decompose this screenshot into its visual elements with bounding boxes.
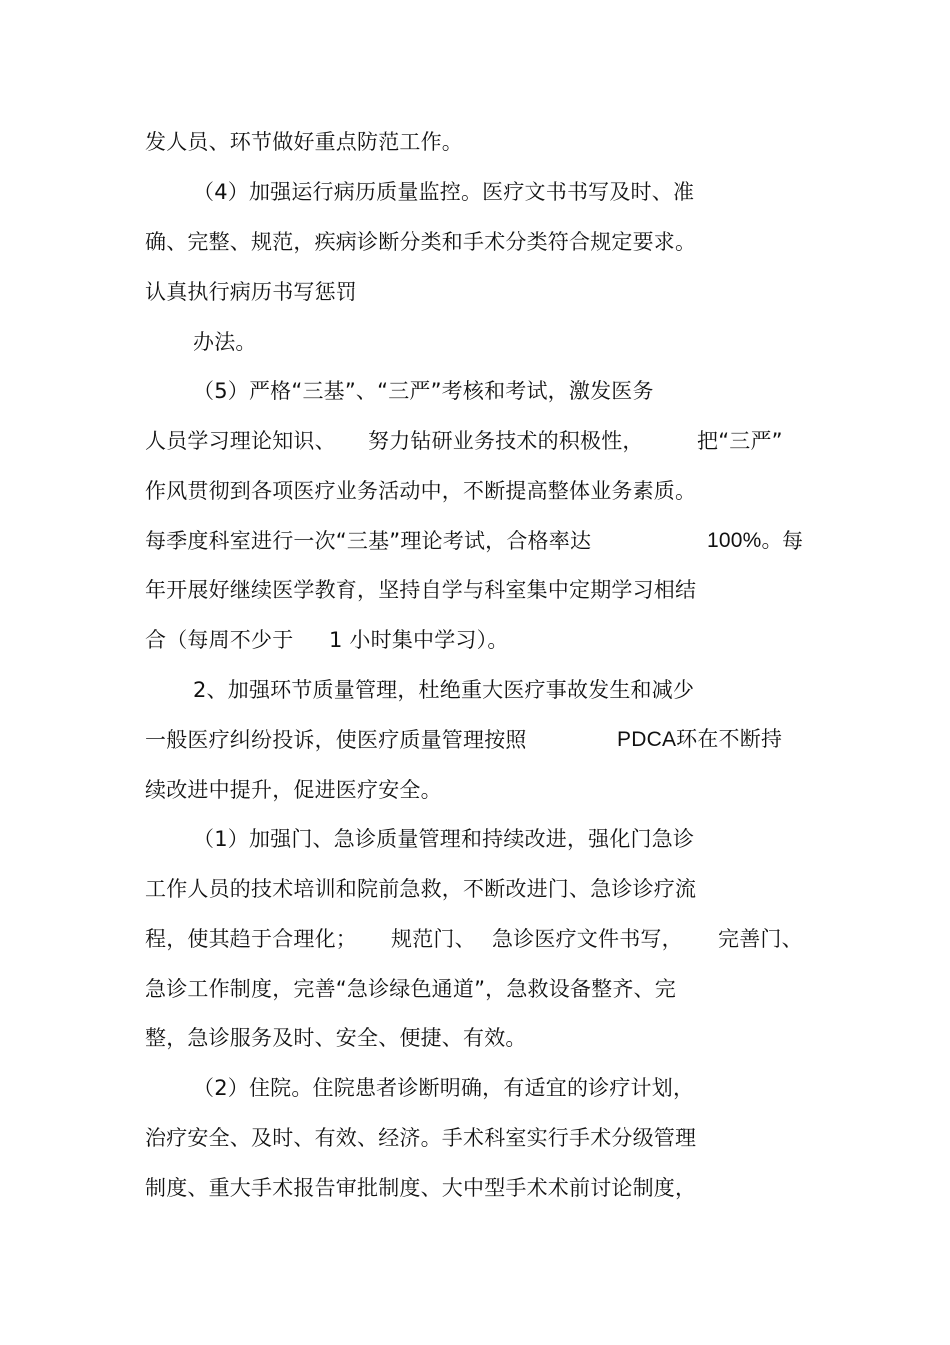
line-segment: 努力钻研业务技术的积极性， xyxy=(368,429,644,453)
paragraph-line: 2、加强环节质量管理，杜绝重大医疗事故发生和减少 xyxy=(193,678,695,702)
paragraph-line: （5）严格“三基”、“三严”考核和考试，激发医务 xyxy=(193,379,654,403)
paragraph-line xyxy=(145,925,805,1093)
paragraph-line: 作风贯彻到各项医疗业务活动中，不断提高整体业务素质。 xyxy=(145,479,697,503)
paragraph-line: 治疗安全、及时、有效、经济。手术科室实行手术分级管理 xyxy=(145,1126,697,1150)
line-segment: 规范门、 xyxy=(391,927,476,951)
paragraph-line: （4）加强运行病历质量监控。医疗文书书写及时、准 xyxy=(193,180,695,204)
line-segment: 人员学习理论知识、 xyxy=(145,429,336,453)
line-segment: 合（每周不少于 xyxy=(145,628,294,652)
line-segment: 1 小时集中学习）。 xyxy=(329,628,509,652)
paragraph-line: 制度、重大手术报告审批制度、大中型手术术前讨论制度， xyxy=(145,1176,697,1200)
line-segment: 每季度科室进行一次“三基”理论考试，合格率达 xyxy=(145,529,592,553)
line-segment: PDCA环在不断持 xyxy=(617,728,783,751)
line-segment: 100%。 xyxy=(707,529,783,552)
paragraph-line: （2）住院。住院患者诊断明确，有适宜的诊疗计划， xyxy=(193,1076,695,1100)
line-segment: 一般医疗纠纷投诉，使医疗质量管理按照 xyxy=(145,728,527,752)
line-segment: 程，使其趋于合理化； xyxy=(145,927,357,951)
line-segment: 急诊医疗文件书写， xyxy=(492,927,683,951)
paragraph-line: 办法。 xyxy=(193,330,257,354)
paragraph-line: 确、完整、规范，疾病诊断分类和手术分类符合规定要求。 xyxy=(145,230,697,254)
paragraph-line: 年开展好继续医学教育，坚持自学与科室集中定期学习相结 xyxy=(145,578,697,602)
line-segment: 每 xyxy=(782,529,804,553)
paragraph-line: （1）加强门、急诊质量管理和持续改进，强化门急诊 xyxy=(193,827,695,851)
paragraph-line: 急诊工作制度，完善“急诊绿色通道”，急救设备整齐、完 xyxy=(145,977,676,1001)
paragraph-line: 发人员、环节做好重点防范工作。 xyxy=(145,130,463,154)
paragraph-line: 工作人员的技术培训和院前急救，不断改进门、急诊诊疗流 xyxy=(145,877,697,901)
paragraph-line: 续改进中提升，促进医疗安全。 xyxy=(145,778,442,802)
paragraph-line: 整，急诊服务及时、安全、便捷、有效。 xyxy=(145,1026,527,1050)
line-segment: 把“三严” xyxy=(697,429,783,453)
line-segment: 完善门、 xyxy=(718,927,803,951)
paragraph-line: 认真执行病历书写惩罚 xyxy=(145,280,357,304)
